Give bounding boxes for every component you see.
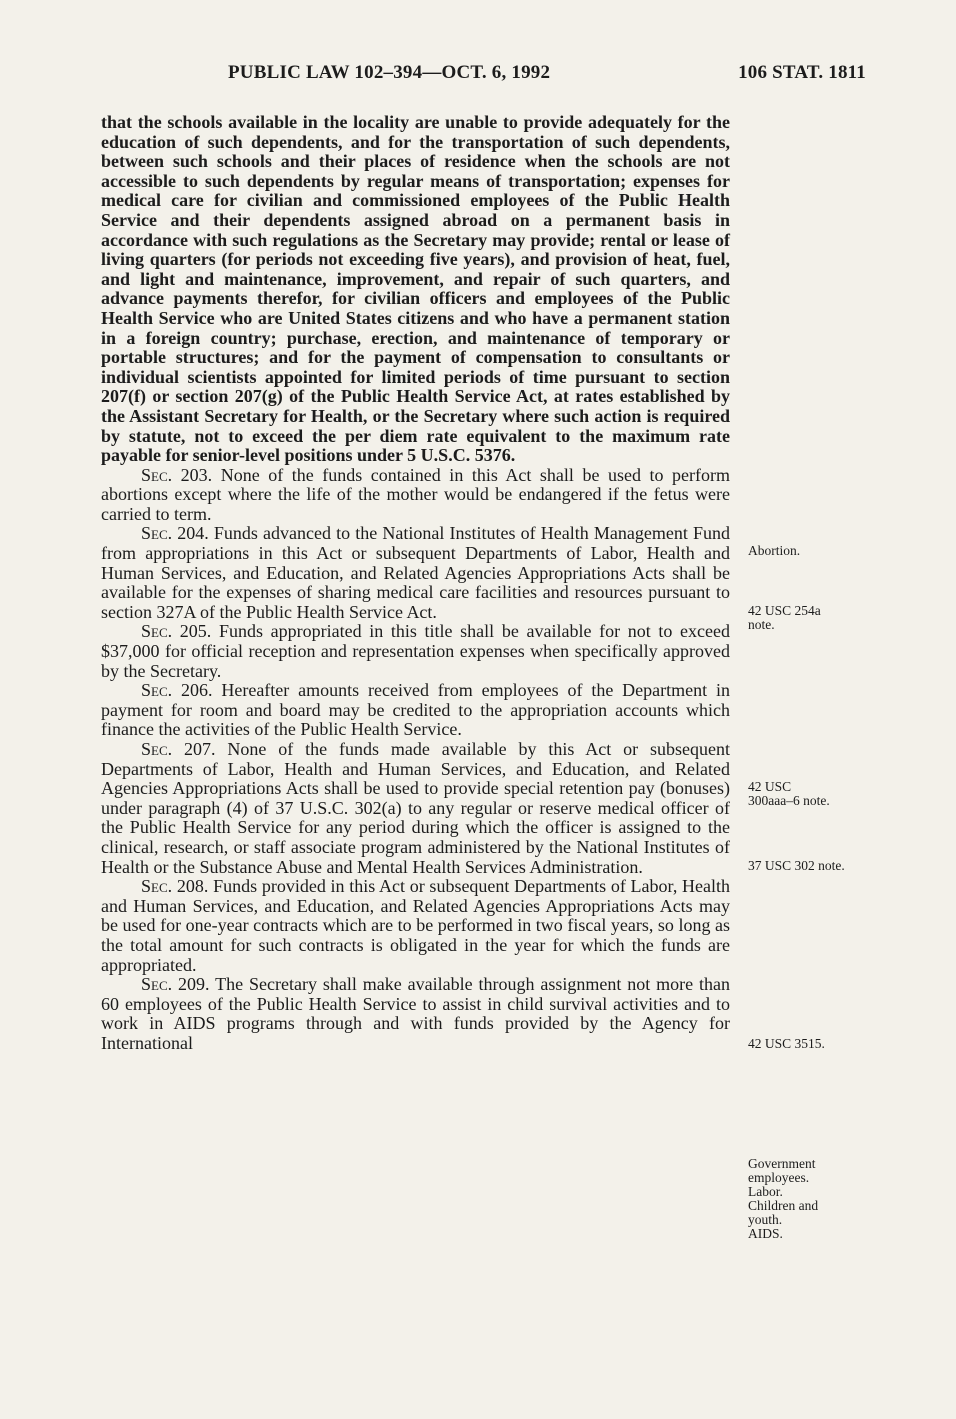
section-text: Hereafter amounts received from employees of the Department in payment for room and board may be credited to the appropriation accounts which finance the activities of the Public Health Service. [101,680,730,740]
margin-note-subjects [748,1157,888,1241]
margin-note-line: note. [748,617,775,632]
section-text: Funds provided in this Act or subsequent Departments of Labor, Health and Human Services, and Education, and Related Agencies Appropriations Acts may be used for one-year contracts which are to be performed in two fiscal years, so long as the total amount for such contracts is obligated in the year for which the funds are appropriated. [101,876,731,975]
margin-note-line: Abortion. [748,543,801,558]
section-208 [101,877,730,975]
section-text: None of the funds made available by this Act or subsequent Departments of Labor, Health and Human Services, and Education, and Related Agencies Appropriations Acts shall be used to provide special retention pay (bonuses) under paragraph (4) of 37 U.S.C. 302(a) to any regular or reserve medical officer of the Public Health Service for any period during which the officer is assigned to the clinical, research, or staff associate program administered by the National Institutes of Health or the Substance Abuse and Mental Health Services Administration. [101,739,730,877]
running-header-title: PUBLIC LAW 102–394—OCT. 6, 1992 [228,62,551,83]
margin-note-line: youth. [748,1212,783,1227]
margin-note-3515 [748,1037,888,1051]
margin-note-line: 42 USC [748,779,792,794]
section-text: Funds appropriated in this title shall be available for not to exceed $37,000 for official reception and representation expenses when specifically approved by the Secretary. [101,621,730,681]
margin-note-abortion [748,544,888,558]
margin-note-line: 42 USC 254a [748,603,821,618]
margin-note-line: Children and [748,1198,819,1213]
section-206 [101,681,730,740]
section-label: Sec. 205. [141,621,212,642]
section-209 [101,975,730,1053]
section-207 [101,740,730,877]
section-label: Sec. 206. [141,680,213,701]
section-text: The Secretary shall make available through assignment not more than 60 employees of the Public Health Service to assist in child survival activities and to work in AIDS programs through and with funds provided by the Agency for International [101,974,731,1053]
section-label: Sec. 208. [141,876,209,897]
margin-note-300aaa [748,780,888,808]
section-205 [101,622,730,681]
section-label: Sec. 203. [141,464,213,485]
margin-note-line: Labor. [748,1184,783,1199]
margin-note-302 [748,859,888,873]
margin-note-line: AIDS. [748,1226,783,1241]
section-label: Sec. 207. [141,739,216,759]
section-204 [101,524,730,622]
margin-note-254a [748,604,888,632]
continuation-paragraph: that the schools available in the locality are unable to provide adequately for the education of such dependents, and for the transportation of such dependents, between such schools and their places of residence when the schools are not accessible to such dependents by regular means of transportation; expenses for medical care for civilian and commissioned employees of the Public Health Service and their dependents assigned abroad on a permanent basis in accordance with such regulations as the Secretary may provide; rental or lease of living quarters (for periods not exceeding five years), and provision of heat, fuel, and light and maintenance, improvement, and repair of such quarters, and advance payments therefor, for civilian officers and employees of the Public Health Service who are United States citizens and who have a permanent station in a foreign country; purchase, erection, and maintenance of temporary or portable structures; and for the payment of compensation to consultants or individual scientists appointed for limited periods of time pursuant to section 207(f) or section 207(g) of the Public Health Service Act, at rates established by the Assistant Secretary for Health, or the Secretary where such action is required by statute, not to exceed the per diem rate equivalent to the maximum rate payable for senior-level positions under 5 U.S.C. 5376. [101,112,730,466]
section-text: None of the funds contained in this Act shall be used to perform abortions except where the life of the mother would be endangered if the fetus were carried to term. [101,464,731,524]
margin-note-line: Government [748,1156,816,1171]
section-label: Sec. 204. [141,523,209,544]
margin-note-line: 42 USC 3515. [748,1036,825,1051]
margin-note-line: 37 USC 302 note. [748,858,845,873]
margin-note-line: employees. [748,1170,810,1185]
margin-note-line: 300aaa–6 note. [748,793,830,808]
section-text: Funds advanced to the National Institutes of Health Management Fund from appropriations in this Act or subsequent Departments of Labor, Health and Human Services, and Education, and Related Agencies Appropriations Acts shall be available for the expenses of sharing medical care facilities and resources pursuant to section 327A of the Public Health Service Act. [101,523,731,622]
running-header-stat-page: 106 STAT. 1811 [738,62,866,83]
body-text-column [101,113,730,1054]
section-203 [101,466,730,525]
section-label: Sec. 209. [141,974,210,995]
